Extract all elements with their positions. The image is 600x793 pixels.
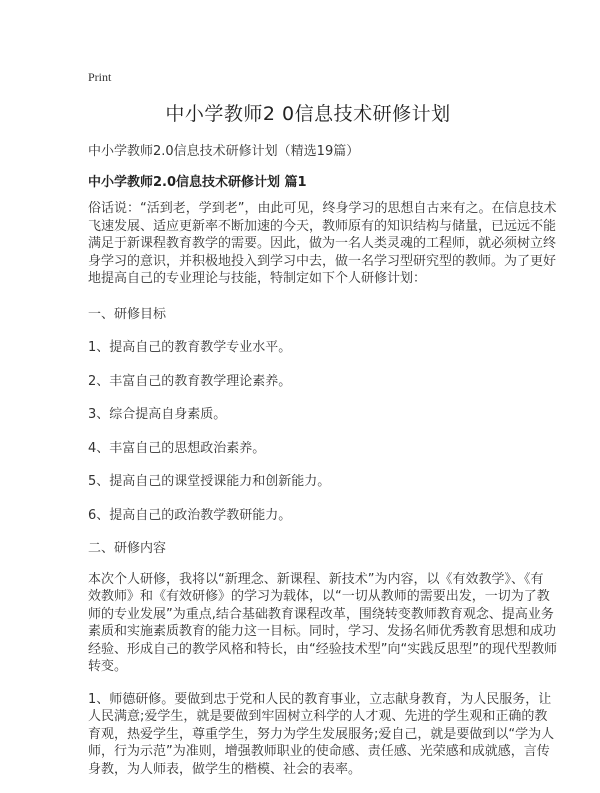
page-title: 中小学教师2 0信息技术研修计划 [165, 103, 451, 125]
goal-item: 3、综合提高自身素质。 [88, 407, 227, 422]
goal-item: 4、丰富自己的思想政治素养。 [88, 440, 266, 456]
text-line: 满足于新课程教育教学的需要。因此，做为一名人类灵魂的工程师，就必须树立终 [88, 236, 557, 251]
section-heading: 中小学教师2.0信息技术研修计划 篇1 [88, 175, 307, 190]
content-heading: 二、研修内容 [88, 541, 167, 556]
text-line: 1、师德研修。要做到忠于党和人民的教育事业，立志献身教育，为人民服务，让 [88, 691, 552, 707]
text-line: 地提高自己的专业理论与技能，特制定如下个人研修计划： [88, 271, 427, 286]
goal-item: 1、提高自己的教育教学专业水平。 [88, 340, 292, 355]
text-line: 飞速发展、适应更新率不断加速的今天，教师原有的知识结构与储量，已远远不能 [88, 218, 557, 234]
text-line: 效教师》和《有效研修》的学习为载体，以“一切从教师的需要出发，一切为了教 [88, 589, 550, 604]
text-line: 师，行为示范”为准则，增强教师职业的使命感、责任感、光荣感和成就感，言传 [88, 744, 550, 759]
text-line: 人民满意;爱学生，就是要做到牢固树立科学的人才观、先进的学生观和正确的教 [88, 709, 548, 724]
goal-item: 5、提高自己的课堂授课能力和创新能力。 [88, 474, 331, 489]
document-page [88, 70, 557, 793]
ethics-paragraph [88, 691, 555, 779]
goals-heading: 一、研修目标 [88, 306, 167, 322]
text-line: 育观，热爱学生，尊重学生，努力为学生发展服务;爱自己，就是要做到以“学为人 [88, 726, 555, 742]
text-line: 身学习的意识，并积极地投入到学习中去，做一名学习型研究型的教师。为了更好 [88, 253, 557, 269]
text-line: 师的专业发展”为重点,结合基础教育课程改革，围绕转变教师教育观念、提高业务 [88, 606, 554, 622]
text-line: 素质和实施素质教育的能力这一目标。同时，学习、发扬名师优秀教育思想和成功 [88, 624, 557, 639]
goal-item: 6、提高自己的政治教学教研能力。 [88, 507, 292, 523]
print-link[interactable]: Print [88, 70, 112, 84]
intro-paragraph [88, 200, 557, 288]
text-line: 俗话说：“活到老，学到老”，由此可见，终身学习的思想自古来有之。在信息技术 [88, 201, 557, 216]
text-line: 经验、形成自己的教学风格和特长，由“经验技术型”向“实践反思型”的现代型教师 [88, 641, 557, 657]
goal-item: 2、丰富自己的教育教学理论素养。 [88, 373, 292, 389]
content-paragraph [88, 571, 557, 676]
document-subtitle: 中小学教师2.0信息技术研修计划（精选19篇） [88, 144, 360, 159]
text-line: 身教，为人师表，做学生的楷模、社会的表率。 [88, 761, 362, 777]
text-line: 转变。 [88, 659, 128, 674]
text-line: 本次个人研修，我将以“新理念、新课程、新技术”为内容，以《有效教学》、《有 [88, 571, 544, 587]
